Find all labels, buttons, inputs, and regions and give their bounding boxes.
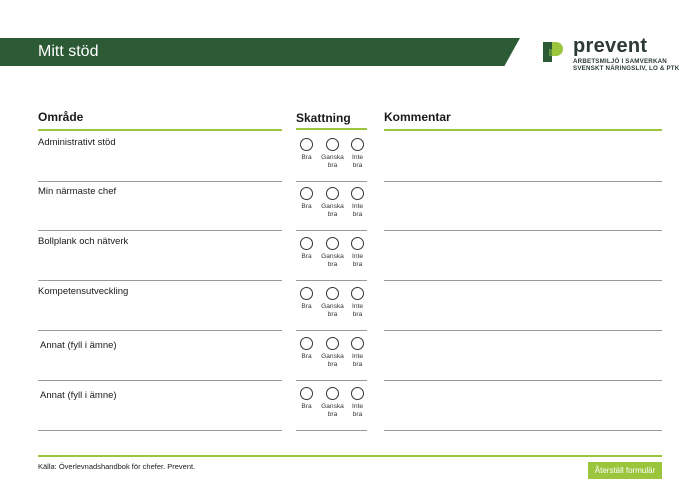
radio-inte-bra-label-line: Inte bbox=[352, 203, 363, 210]
radio-inte-bra-label bbox=[343, 154, 372, 170]
radio-bra-label bbox=[292, 403, 321, 411]
radio-bra-label bbox=[292, 353, 321, 361]
radio-ganska-bra[interactable] bbox=[326, 237, 339, 250]
row-label: Kompetensutveckling bbox=[38, 286, 129, 297]
radio-ganska-bra[interactable] bbox=[326, 387, 339, 400]
prevent-logo-icon bbox=[541, 40, 565, 64]
radio-bra-label-line: Bra bbox=[301, 403, 312, 410]
radio-bra-label-line: Bra bbox=[301, 303, 312, 310]
radio-inte-bra-label-line: bra bbox=[352, 311, 363, 318]
area-row-divider bbox=[38, 380, 282, 381]
area-row-divider bbox=[38, 230, 282, 231]
column-header-comment: Kommentar bbox=[384, 110, 451, 124]
rating-row-divider bbox=[296, 430, 367, 431]
footer-divider bbox=[38, 455, 662, 457]
radio-ganska-bra[interactable] bbox=[326, 337, 339, 350]
column-header-area: Område bbox=[38, 110, 84, 124]
rating-row-divider bbox=[296, 181, 367, 182]
radio-bra-label bbox=[292, 154, 321, 162]
radio-inte-bra-label-line: bra bbox=[352, 411, 363, 418]
radio-ganska-bra[interactable] bbox=[326, 138, 339, 151]
rating-row-divider bbox=[296, 380, 367, 381]
radio-ganska-bra-label-line: Ganska bbox=[321, 253, 344, 260]
comment-row-divider bbox=[384, 280, 662, 281]
radio-bra[interactable] bbox=[300, 187, 313, 200]
radio-ganska-bra-label-line: Ganska bbox=[321, 353, 344, 360]
radio-inte-bra[interactable] bbox=[351, 337, 364, 350]
radio-inte-bra-label-line: bra bbox=[352, 361, 363, 368]
area-row-divider bbox=[38, 330, 282, 331]
area-header-divider bbox=[38, 129, 282, 131]
area-row-divider bbox=[38, 280, 282, 281]
prevent-logo bbox=[541, 35, 691, 88]
radio-inte-bra-label bbox=[343, 303, 372, 319]
radio-inte-bra[interactable] bbox=[351, 387, 364, 400]
radio-bra-label-line: Bra bbox=[301, 253, 312, 260]
radio-inte-bra-label-line: Inte bbox=[352, 253, 363, 260]
comment-field[interactable] bbox=[384, 282, 662, 328]
logo-wordmark: prevent bbox=[573, 35, 648, 57]
radio-ganska-bra-label-line: Ganska bbox=[321, 154, 344, 161]
radio-ganska-bra-label-line: bra bbox=[327, 311, 338, 318]
radio-ganska-bra-label-line: bra bbox=[327, 162, 338, 169]
logo-tagline-2: SVENSKT NÄRINGSLIV, LO & PTK bbox=[573, 65, 680, 72]
radio-bra-label bbox=[292, 303, 321, 311]
comment-header-divider bbox=[384, 129, 662, 131]
column-header-rating: Skattning bbox=[296, 111, 351, 125]
row-label: Annat (fyll i ämne) bbox=[40, 390, 117, 401]
radio-bra-label-line: Bra bbox=[301, 203, 312, 210]
radio-bra[interactable] bbox=[300, 237, 313, 250]
comment-row-divider bbox=[384, 430, 662, 431]
radio-inte-bra-label bbox=[343, 253, 372, 269]
logo-tagline-1: ARBETSMILJÖ I SAMVERKAN bbox=[573, 58, 667, 65]
row-label: Min närmaste chef bbox=[38, 186, 117, 197]
radio-ganska-bra[interactable] bbox=[326, 287, 339, 300]
radio-inte-bra-label bbox=[343, 403, 372, 419]
radio-bra[interactable] bbox=[300, 387, 313, 400]
comment-field[interactable] bbox=[384, 332, 662, 378]
comment-field[interactable] bbox=[384, 382, 662, 428]
radio-inte-bra[interactable] bbox=[351, 237, 364, 250]
area-row-divider bbox=[38, 430, 282, 431]
comment-row-divider bbox=[384, 380, 662, 381]
radio-inte-bra-label-line: bra bbox=[352, 261, 363, 268]
radio-ganska-bra-label-line: bra bbox=[327, 411, 338, 418]
radio-inte-bra-label-line: Inte bbox=[352, 403, 363, 410]
comment-field[interactable] bbox=[384, 133, 662, 179]
area-row-divider bbox=[38, 181, 282, 182]
radio-bra-label-line: Bra bbox=[301, 154, 312, 161]
radio-inte-bra-label-line: bra bbox=[352, 211, 363, 218]
row-label: Annat (fyll i ämne) bbox=[40, 340, 117, 351]
radio-bra-label-line: Bra bbox=[301, 353, 312, 360]
radio-ganska-bra-label-line: bra bbox=[327, 211, 338, 218]
radio-inte-bra[interactable] bbox=[351, 138, 364, 151]
radio-ganska-bra-label-line: Ganska bbox=[321, 403, 344, 410]
radio-inte-bra-label bbox=[343, 203, 372, 219]
rating-row-divider bbox=[296, 280, 367, 281]
comment-field[interactable] bbox=[384, 182, 662, 228]
source-note: Källa: Överlevnadshandbok för chefer. Prevent. bbox=[38, 462, 196, 471]
radio-inte-bra[interactable] bbox=[351, 187, 364, 200]
radio-inte-bra-label-line: Inte bbox=[352, 303, 363, 310]
radio-inte-bra-label-line: bra bbox=[352, 162, 363, 169]
radio-ganska-bra-label-line: Ganska bbox=[321, 303, 344, 310]
radio-inte-bra-label bbox=[343, 353, 372, 369]
row-label: Administrativt stöd bbox=[38, 137, 116, 148]
radio-bra[interactable] bbox=[300, 337, 313, 350]
radio-bra[interactable] bbox=[300, 287, 313, 300]
radio-ganska-bra-label-line: bra bbox=[327, 261, 338, 268]
comment-field[interactable] bbox=[384, 232, 662, 278]
row-label: Bollplank och nätverk bbox=[38, 236, 129, 247]
comment-row-divider bbox=[384, 230, 662, 231]
radio-bra-label bbox=[292, 253, 321, 261]
radio-inte-bra-label-line: Inte bbox=[352, 353, 363, 360]
rating-row-divider bbox=[296, 330, 367, 331]
rating-row-divider bbox=[296, 230, 367, 231]
radio-ganska-bra-label-line: Ganska bbox=[321, 203, 344, 210]
radio-ganska-bra[interactable] bbox=[326, 187, 339, 200]
comment-row-divider bbox=[384, 330, 662, 331]
rating-header-divider bbox=[296, 128, 367, 130]
radio-bra[interactable] bbox=[300, 138, 313, 151]
radio-inte-bra-label-line: Inte bbox=[352, 154, 363, 161]
radio-ganska-bra-label-line: bra bbox=[327, 361, 338, 368]
page-title: Mitt stöd bbox=[38, 43, 99, 60]
radio-inte-bra[interactable] bbox=[351, 287, 364, 300]
reset-form-button[interactable]: Återställ formulär bbox=[588, 462, 662, 479]
radio-bra-label bbox=[292, 203, 321, 211]
